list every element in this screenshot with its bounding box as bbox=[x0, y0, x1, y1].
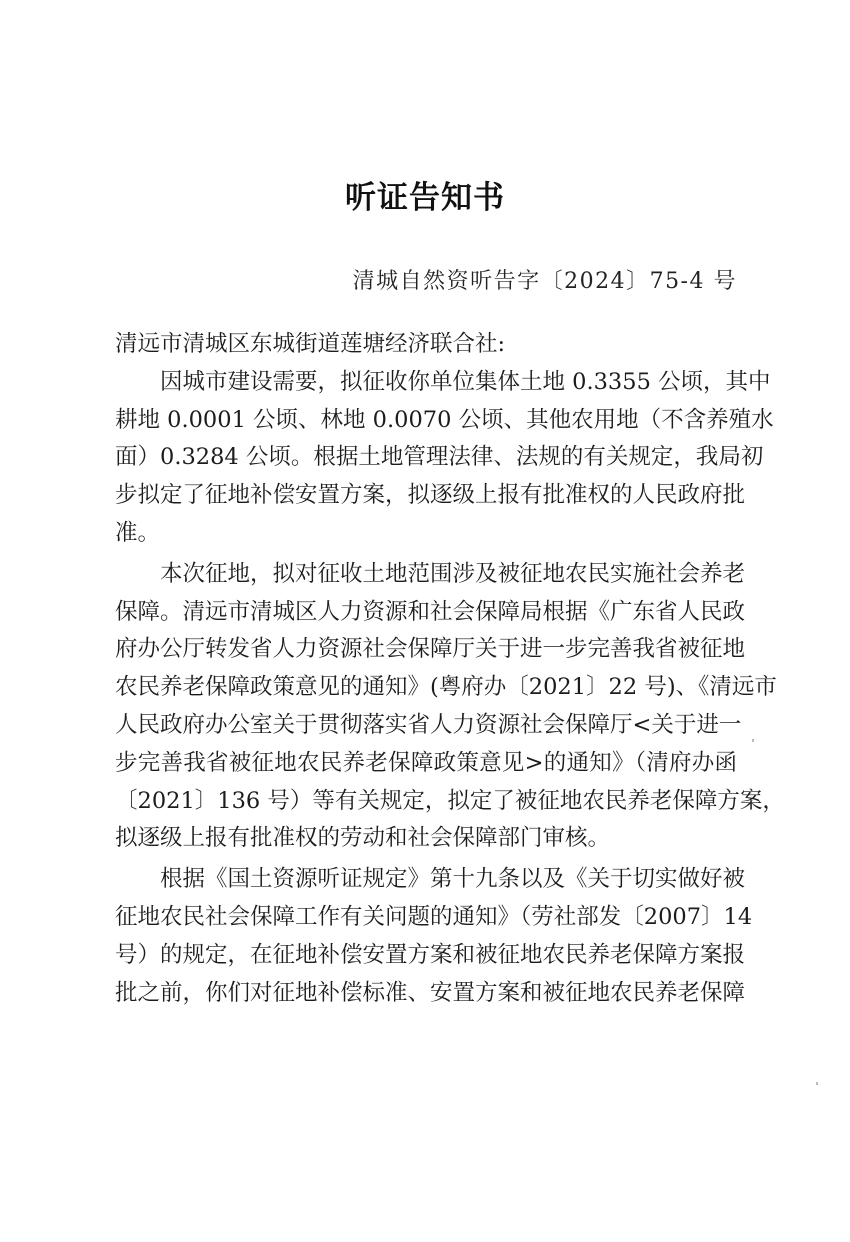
paragraph-line: 保障。清远市清城区人力资源和社会保障局根据《广东省人民政 bbox=[115, 598, 746, 625]
paragraph-line: 号）的规定，在征地补偿安置方案和被征地农民养老保障方案报 bbox=[115, 941, 746, 968]
paragraph-land-acquisition bbox=[115, 364, 774, 553]
paragraph-line: 步完善我省被征地农民养老保障政策意见>的通知》（清府办函 bbox=[115, 749, 737, 776]
paragraph-line: 〔2021〕136 号）等有关规定，拟定了被征地农民养老保障方案， bbox=[115, 787, 785, 814]
paragraph-hearing-rights bbox=[115, 861, 753, 1012]
paragraph-line: 人民政府办公室关于贯彻落实省人力资源社会保障厅<关于进一 bbox=[115, 711, 742, 738]
paragraph-line: 因城市建设需要，拟征收你单位集体土地 0.3355 公顷，其中 bbox=[115, 368, 771, 395]
paragraph-line: 步拟定了征地补偿安置方案，拟逐级上报有批准权的人民政府批 bbox=[115, 482, 746, 509]
paragraph-line: 准。 bbox=[115, 519, 161, 546]
paragraph-line: 农民养老保障政策意见的通知》(粤府办〔2021〕22 号)、《清远市 bbox=[115, 674, 777, 701]
paragraph-line: 面）0.3284 公顷。根据土地管理法律、法规的有关规定，我局初 bbox=[115, 444, 764, 471]
paragraph-line: 耕地 0.0001 公顷、林地 0.0070 公顷、其他农用地（不含养殖水 bbox=[115, 406, 774, 433]
paragraph-line: 征地农民社会保障工作有关问题的通知》（劳社部发〔2007〕14 bbox=[115, 903, 753, 930]
paragraph-social-security bbox=[115, 556, 785, 858]
paragraph-line: 根据《国土资源听证规定》第十九条以及《关于切实做好被 bbox=[115, 866, 746, 893]
document-body bbox=[115, 326, 785, 1012]
document-title: 听证告知书 bbox=[345, 180, 505, 216]
paragraph-line: 拟逐级上报有批准权的劳动和社会保障部门审核。 bbox=[115, 825, 611, 852]
addressee: 清远市清城区东城街道莲塘经济联合社: bbox=[115, 331, 506, 357]
paragraph-line: 府办公厅转发省人力资源社会保障厅关于进一步完善我省被征地 bbox=[115, 636, 746, 663]
scan-speck bbox=[752, 739, 754, 742]
paragraph-line: 本次征地，拟对征收土地范围涉及被征地农民实施社会养老 bbox=[115, 560, 746, 587]
paragraph-line: 批之前，你们对征地补偿标准、安置方案和被征地农民养老保障 bbox=[115, 979, 746, 1006]
scan-speck bbox=[816, 1082, 818, 1085]
document-number: 清城自然资听告字〔2024〕75-4 号 bbox=[352, 269, 737, 294]
